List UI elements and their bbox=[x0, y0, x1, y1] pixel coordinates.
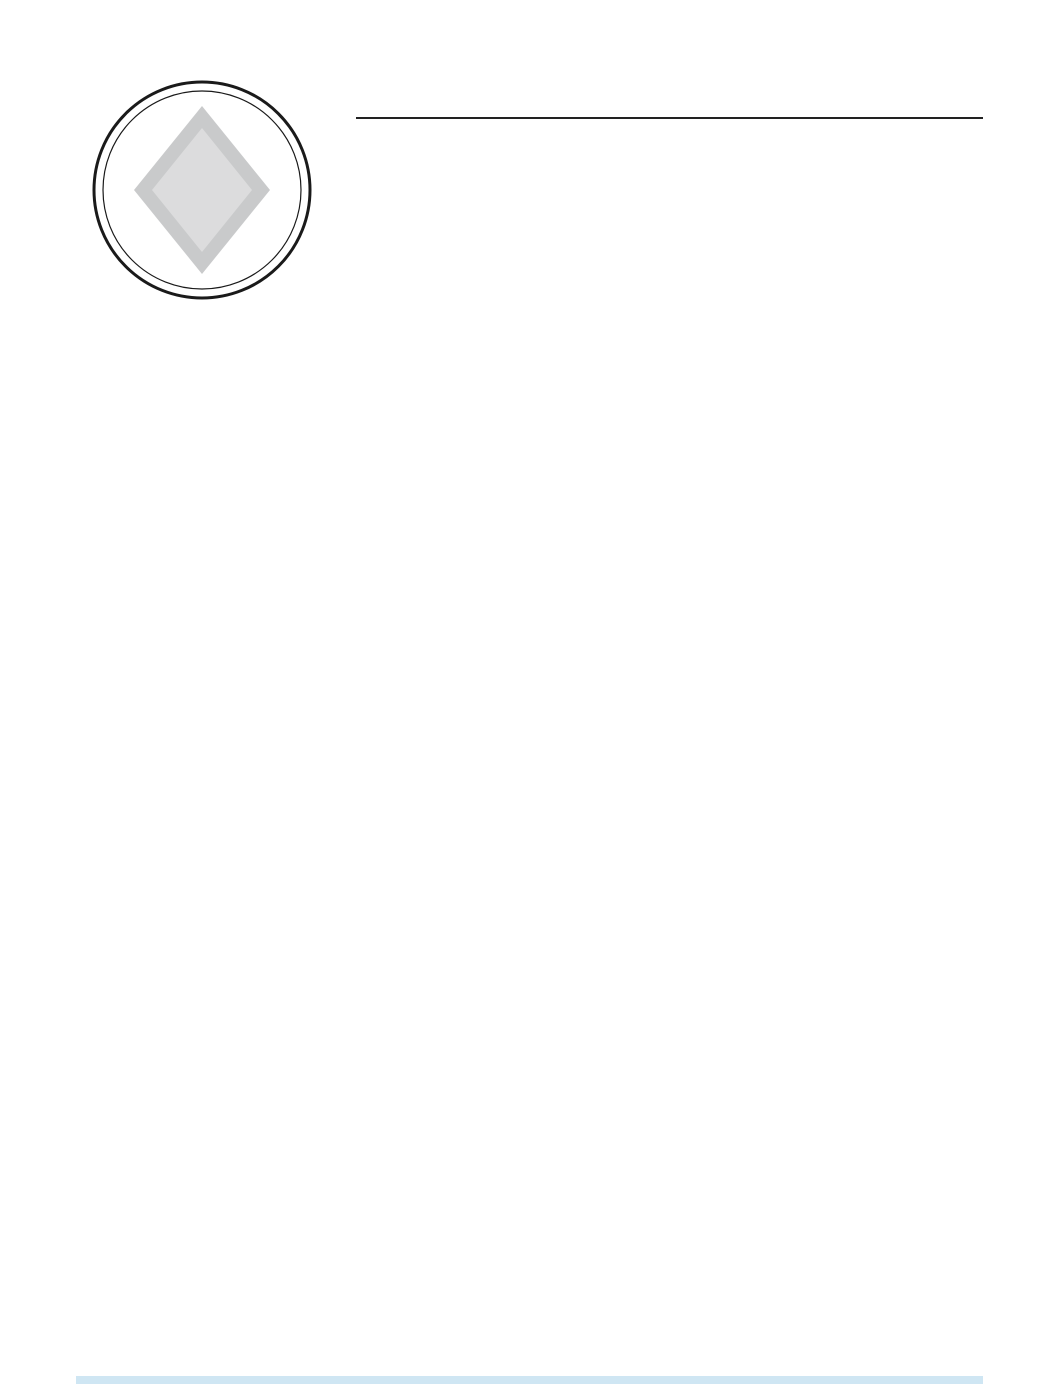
section-divider bbox=[356, 117, 983, 119]
right-column bbox=[544, 890, 984, 911]
allsa-logo bbox=[90, 78, 314, 302]
left-column bbox=[76, 890, 516, 911]
footer-bar bbox=[76, 1376, 983, 1384]
